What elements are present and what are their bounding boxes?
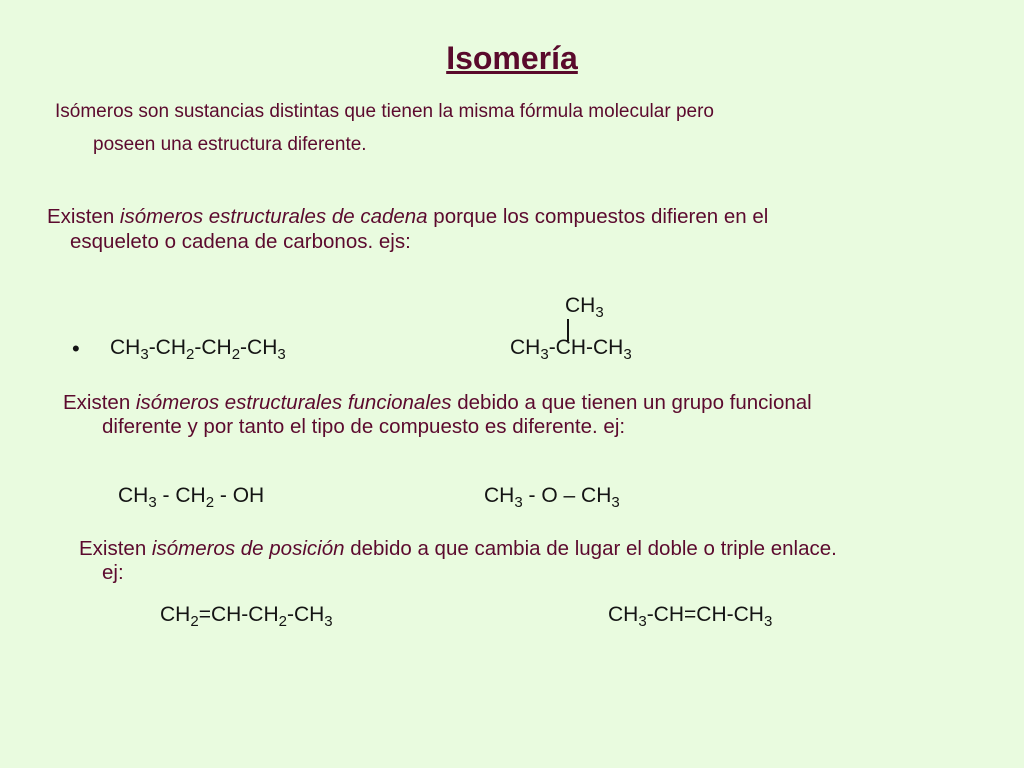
chain-text-post: porque los compuestos difieren en el bbox=[427, 205, 769, 228]
intro-line-1: Isómeros son sustancias distintas que tienen la misma fórmula molecular pero bbox=[55, 101, 714, 122]
formula-2-butene: $CH_3-CH=CH-CH_3$ bbox=[608, 603, 773, 630]
formula-1-butene: $CH_2=CH-CH_2-CH_3$ bbox=[160, 603, 333, 630]
formula-dimethyl-ether: $CH_3$ - O – $CH_3$ bbox=[484, 484, 620, 511]
formula-methyl-branch: $CH_3$ bbox=[565, 294, 604, 321]
formula-butane: $CH_3-CH_2-CH_2-CH_3$ bbox=[110, 336, 286, 363]
position-paragraph-line-1 bbox=[79, 537, 837, 561]
bullet-marker: • bbox=[72, 336, 80, 361]
functional-text-pre: Existen bbox=[63, 391, 136, 414]
position-paragraph-line-2: ej: bbox=[102, 561, 124, 584]
formula-isobutane: $CH_3-CH-CH_3$ bbox=[510, 336, 632, 363]
functional-text-emphasis: isómeros estructurales funcionales bbox=[135, 391, 452, 414]
chain-text-pre: Existen bbox=[47, 205, 120, 228]
intro-line-2: poseen una estructura diferente. bbox=[93, 134, 367, 155]
position-text-pre: Existen bbox=[79, 537, 152, 560]
functional-paragraph-line-1 bbox=[63, 391, 812, 415]
chain-paragraph-line-2: esqueleto o cadena de carbonos. ejs: bbox=[70, 230, 411, 253]
chain-text-emphasis: isómeros estructurales de cadena bbox=[119, 205, 428, 228]
functional-text-post: debido a que tienen un grupo funcional bbox=[451, 391, 812, 414]
slide-title: Isomería bbox=[446, 40, 578, 76]
position-text-post: debido a que cambia de lugar el doble o triple enlace. bbox=[344, 537, 837, 560]
position-text-emphasis: isómeros de posición bbox=[151, 537, 345, 560]
functional-paragraph-line-2: diferente y por tanto el tipo de compuesto es diferente. ej: bbox=[102, 415, 626, 438]
chain-paragraph-line-1 bbox=[47, 205, 768, 229]
formula-ethanol: $CH_3 - CH_2$ - OH bbox=[118, 484, 265, 511]
